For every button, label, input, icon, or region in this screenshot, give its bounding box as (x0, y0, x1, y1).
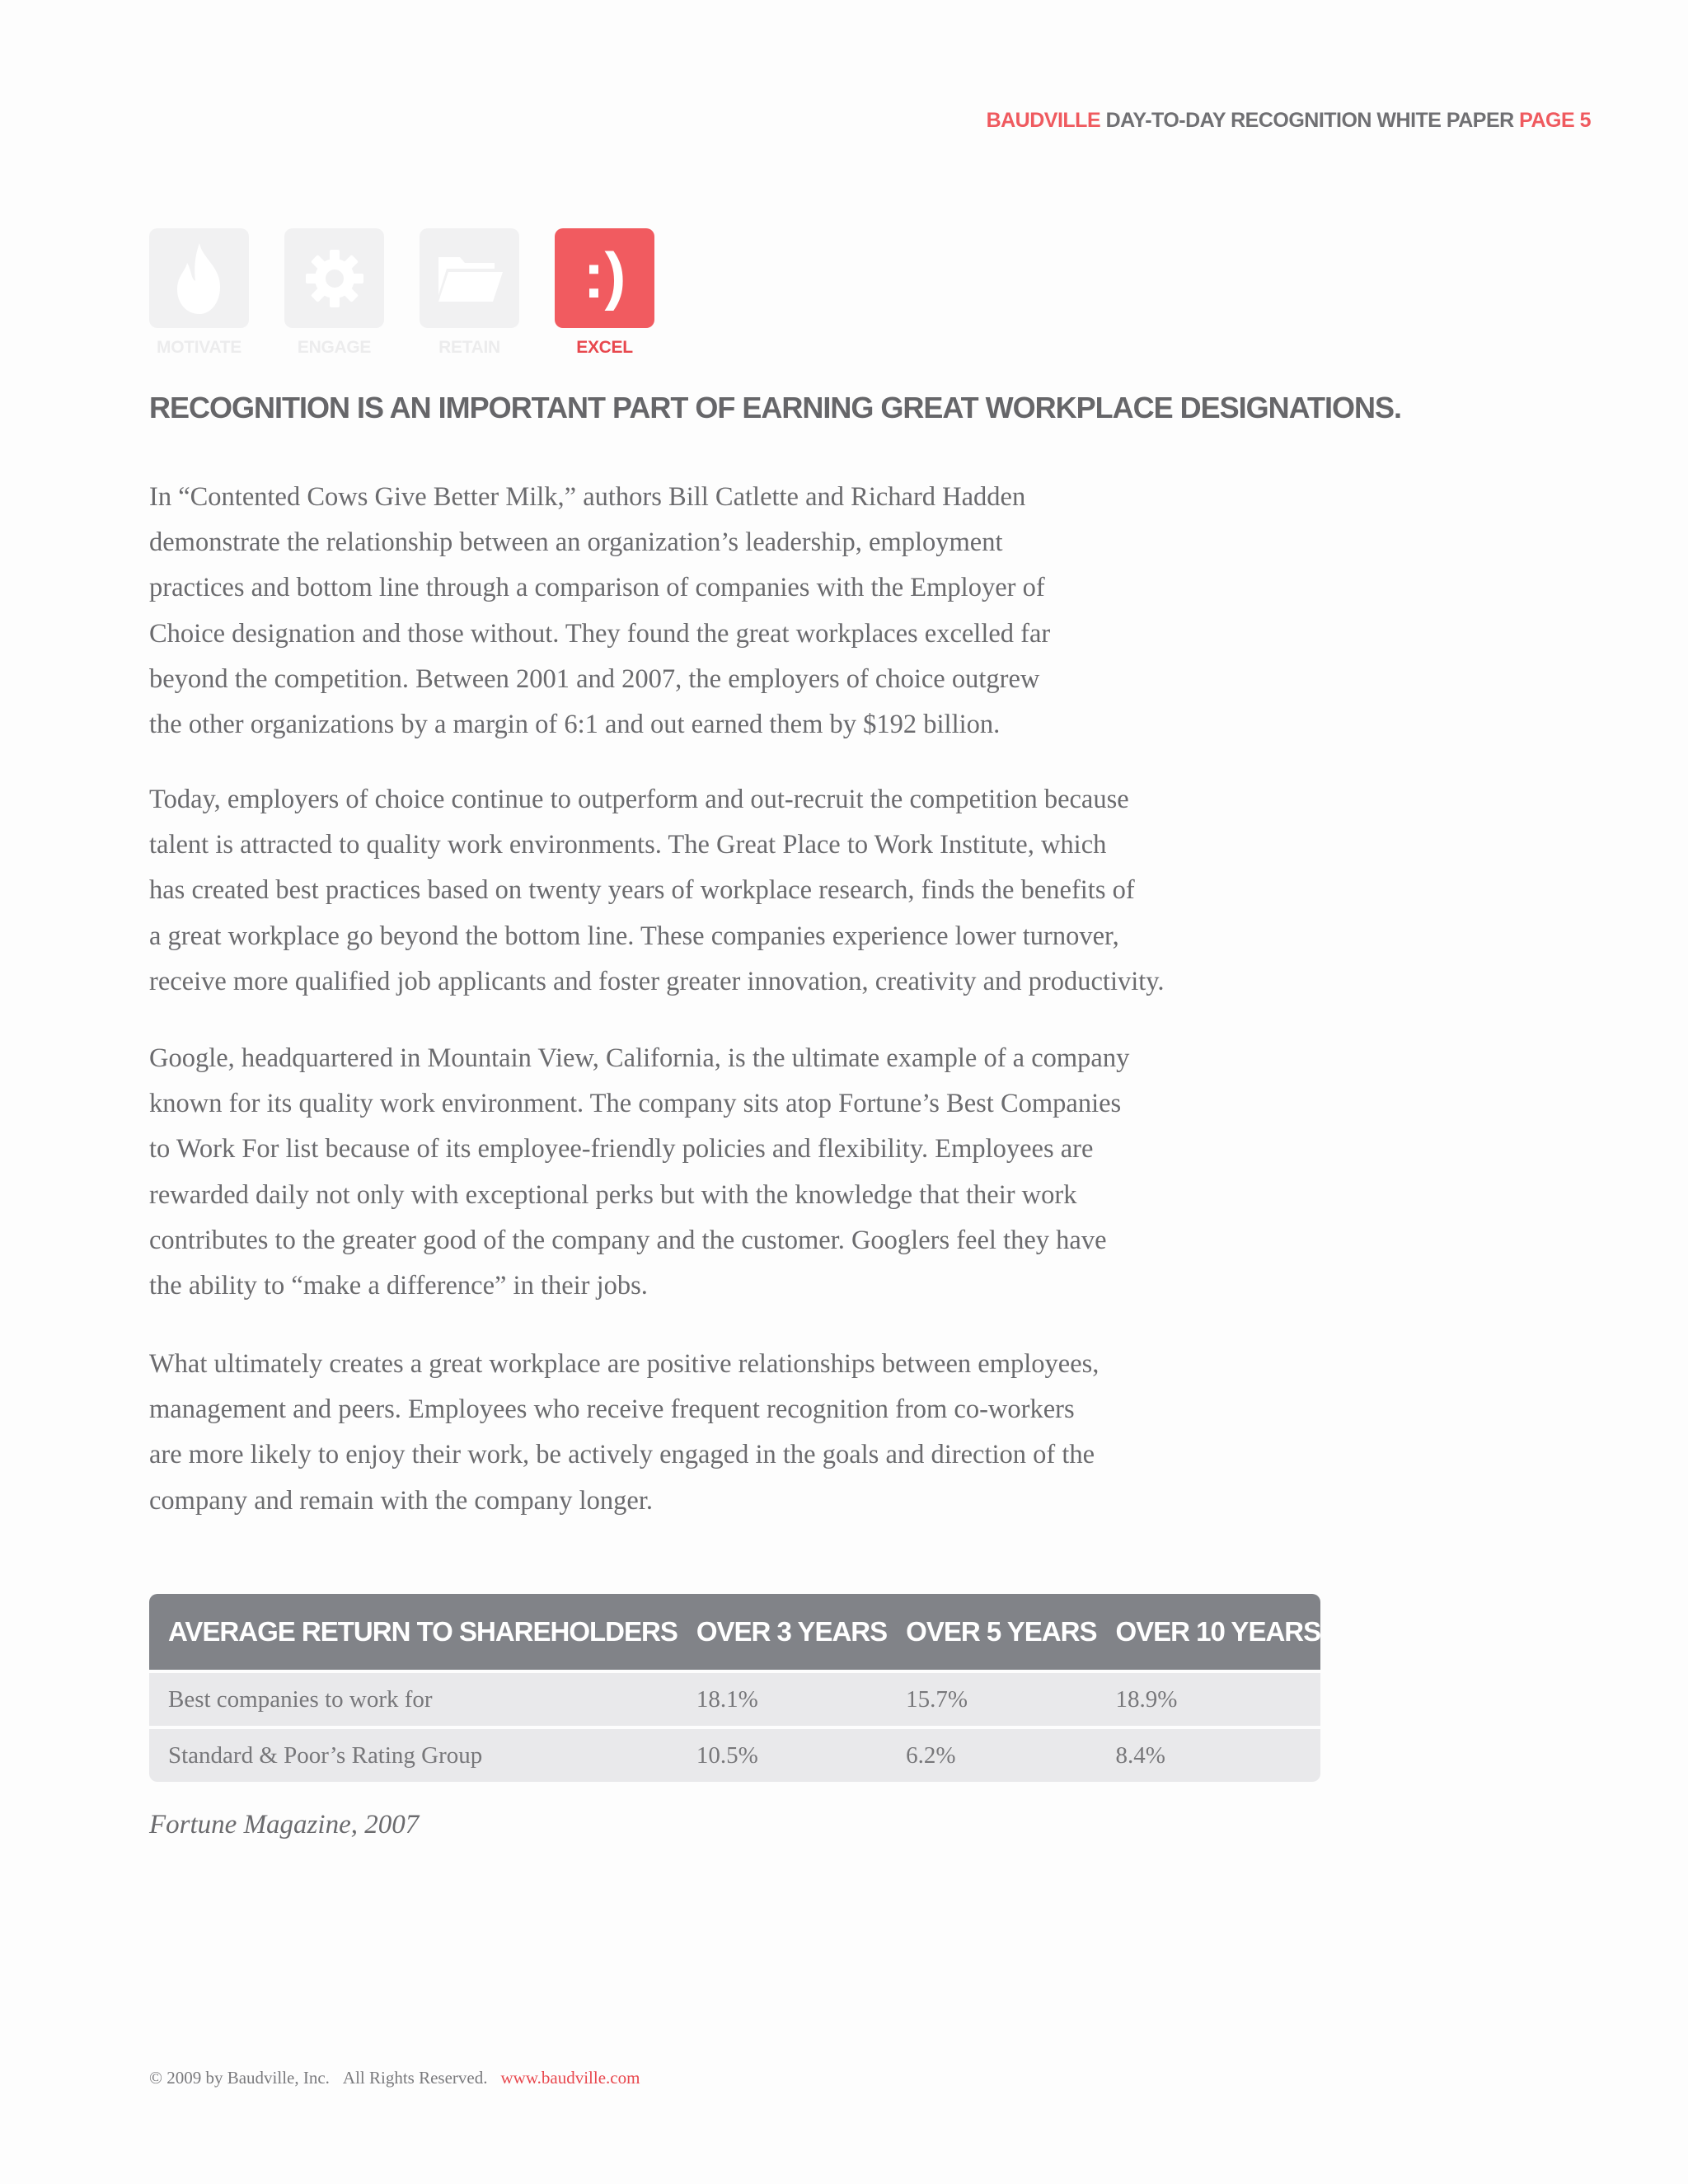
table-cell: 18.1% (678, 1670, 887, 1726)
footer-rights: All Rights Reserved. (342, 2068, 488, 2088)
table-cell: 10.5% (678, 1726, 887, 1782)
folder-icon (420, 228, 519, 328)
paragraph-line: are more likely to enjoy their work, be actively engaged in the goals and direction of the (149, 1440, 1095, 1470)
paragraph-line: the other organizations by a margin of 6:1 and out earned them by $192 billion. (149, 710, 1001, 740)
paragraph-line: contributes to the greater good of the company and the customer. Googlers feel they have (149, 1225, 1107, 1255)
flame-icon (149, 228, 249, 328)
step-label-excel: EXCEL (576, 338, 633, 357)
column-header: OVER 5 YEARS (887, 1594, 1096, 1670)
table-row (149, 1670, 1320, 1726)
paragraph-2 (149, 777, 1165, 1005)
smiley-glyph: :) (583, 238, 626, 312)
step-motivate (149, 228, 249, 358)
footer-website-link[interactable]: www.baudville.com (500, 2068, 640, 2088)
paragraph-line: has created best practices based on twenty years of workplace research, finds the benefits of (149, 875, 1135, 906)
paragraph-line: What ultimately creates a great workplace are positive relationships between employees, (149, 1349, 1100, 1379)
paragraph-line: rewarded daily not only with exceptional perks but with the knowledge that their work (149, 1179, 1077, 1210)
table-source-note: Fortune Magazine, 2007 (149, 1810, 420, 1840)
step-label-motivate: MOTIVATE (157, 338, 241, 357)
table-cell: 15.7% (887, 1670, 1096, 1726)
table-cell: 18.9% (1096, 1670, 1320, 1726)
header-brand: BAUDVILLE (986, 109, 1101, 132)
column-header: OVER 3 YEARS (678, 1594, 887, 1670)
paragraph-line: demonstrate the relationship between an organization’s leadership, employment (149, 527, 1003, 558)
paragraph-line: Google, headquartered in Mountain View, California, is the ultimate example of a company (149, 1043, 1130, 1073)
paragraph-line: receive more qualified job applicants and foster greater innovation, creativity and productivity. (149, 966, 1165, 996)
page-header (987, 109, 1591, 133)
step-excel (555, 228, 654, 358)
paragraph-line: known for its quality work environment. The company sits atop Fortune’s Best Companies (149, 1089, 1122, 1119)
paragraph-line: the ability to “make a difference” in their jobs. (149, 1271, 648, 1301)
paragraph-line: Choice designation and those without. They found the great workplaces excelled far (149, 618, 1051, 649)
table-header-row (149, 1594, 1320, 1670)
step-engage (284, 228, 384, 358)
paragraph-line: to Work For list because of its employee-friendly policies and flexibility. Employees are (149, 1134, 1094, 1165)
step-label-retain: RETAIN (438, 338, 500, 357)
step-retain (420, 228, 519, 358)
gear-icon (284, 228, 384, 328)
paragraph-line: a great workplace go beyond the bottom line. These companies experience lower turnover, (149, 921, 1119, 951)
page-footer (149, 2068, 640, 2088)
smiley-icon (555, 228, 654, 328)
paragraph-line: company and remain with the company longer. (149, 1485, 654, 1516)
table-cell: Best companies to work for (149, 1670, 678, 1726)
table-cell: 6.2% (887, 1726, 1096, 1782)
table-cell: 8.4% (1096, 1726, 1320, 1782)
step-icons (149, 228, 654, 358)
table-cell: Standard & Poor’s Rating Group (149, 1726, 678, 1782)
column-header: AVERAGE RETURN TO SHAREHOLDERS (149, 1594, 678, 1670)
header-page-number: PAGE 5 (1519, 109, 1591, 132)
section-heading: RECOGNITION IS AN IMPORTANT PART OF EARNING GREAT WORKPLACE DESIGNATIONS. (149, 391, 1401, 424)
paragraph-line: talent is attracted to quality work environments. The Great Place to Work Institute, which (149, 830, 1107, 860)
returns-table (149, 1594, 1320, 1782)
paragraph-line: practices and bottom line through a comparison of companies with the Employer of (149, 573, 1045, 603)
step-label-engage: ENGAGE (297, 338, 372, 357)
paragraph-4 (149, 1342, 1099, 1524)
paragraph-line: Today, employers of choice continue to outperform and out-recruit the competition because (149, 785, 1129, 814)
column-header: OVER 10 YEARS (1096, 1594, 1320, 1670)
header-title: DAY-TO-DAY RECOGNITION WHITE PAPER (1100, 109, 1520, 132)
paragraph-1 (149, 475, 1050, 748)
paragraph-3 (149, 1036, 1129, 1309)
paragraph-line: beyond the competition. Between 2001 and 2007, the employers of choice outgrew (149, 663, 1040, 694)
footer-copyright: © 2009 by Baudville, Inc. (149, 2068, 330, 2088)
paragraph-line: In “Contented Cows Give Better Milk,” authors Bill Catlette and Richard Hadden (149, 482, 1026, 512)
table-row (149, 1726, 1320, 1782)
paragraph-line: management and peers. Employees who receive frequent recognition from co-workers (149, 1394, 1075, 1425)
